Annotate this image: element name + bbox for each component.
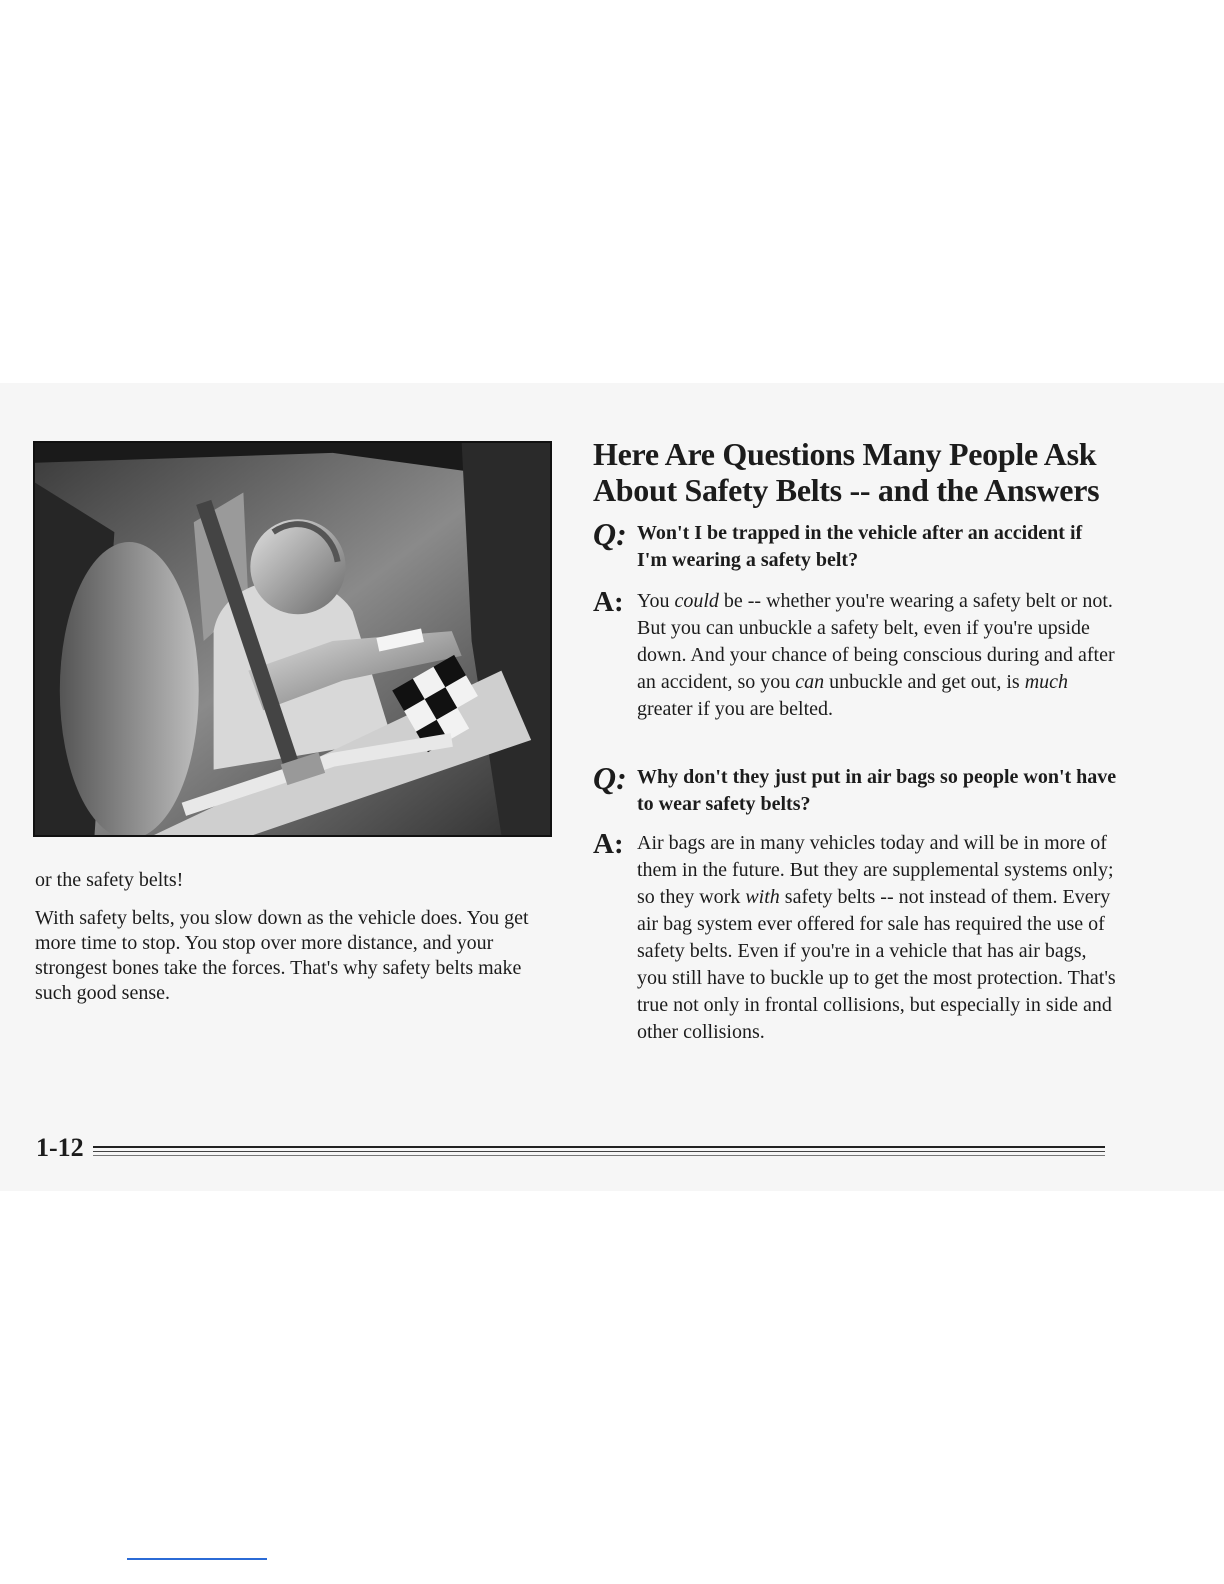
answer-emphasis: with — [745, 886, 780, 908]
section-heading — [593, 436, 1153, 508]
left-column-text — [35, 868, 555, 1019]
answer-2 — [593, 830, 1133, 1046]
heading-line-1: Here Are Questions Many People Ask — [593, 436, 1097, 472]
question-2 — [593, 760, 1133, 818]
answer-segment: be -- whether you're wearing a safety belt or not. But you can unbuckle a safety belt, even if you're upside down. And your chance of being conscious during and after an accident, so you — [637, 590, 1115, 693]
question-1 — [593, 516, 1133, 574]
answer-segment: safety belts -- not instead of them. Every air bag system ever offered for sale has required the use of safety belts. Even if you're in a vehicle that has air bags, you still have to buckle up to get the most protection. That's true not only in frontal collisions, but especially in side and other collisions. — [637, 886, 1116, 1043]
footer-rule-thin — [93, 1151, 1105, 1152]
crash-test-dummy-photo — [33, 441, 552, 837]
answer-segment: You — [637, 590, 675, 612]
a-mark: A: — [593, 828, 624, 860]
page-number: 1-12 — [36, 1133, 84, 1162]
bottom-link-underline — [127, 1558, 267, 1560]
answer-emphasis: much — [1024, 671, 1069, 693]
answer-1 — [593, 588, 1133, 723]
answer-text — [637, 588, 1117, 723]
left-paragraph-2: With safety belts, you slow down as the vehicle does. You get more time to stop. You stop over more distance, and your strongest bones take the forces. That's why safety belts make such good sense. — [35, 907, 529, 1004]
q-mark: Q: — [593, 516, 627, 552]
answer-segment: Air bags are in many vehicles today and will be in more of them in the future. But they are supplemental systems only; so they work — [637, 832, 1114, 908]
a-mark: A: — [593, 586, 624, 618]
answer-emphasis: could — [674, 590, 719, 612]
footer-rule-thin — [93, 1155, 1105, 1156]
answer-segment: unbuckle and get out, is — [824, 671, 1025, 693]
left-paragraph-1: or the safety belts! — [35, 869, 184, 891]
footer-rule — [93, 1146, 1105, 1148]
photo-illustration — [35, 443, 550, 835]
q-mark: Q: — [593, 760, 627, 796]
question-text: Why don't they just put in air bags so people won't have to wear safety belts? — [637, 766, 1117, 815]
answer-emphasis: can — [795, 671, 825, 693]
heading-line-2: About Safety Belts -- and the Answers — [593, 472, 1100, 508]
answer-segment: greater if you are belted. — [637, 698, 834, 720]
question-text: Won't I be trapped in the vehicle after an accident if I'm wearing a safety belt? — [637, 522, 1083, 571]
answer-text — [637, 830, 1117, 1046]
